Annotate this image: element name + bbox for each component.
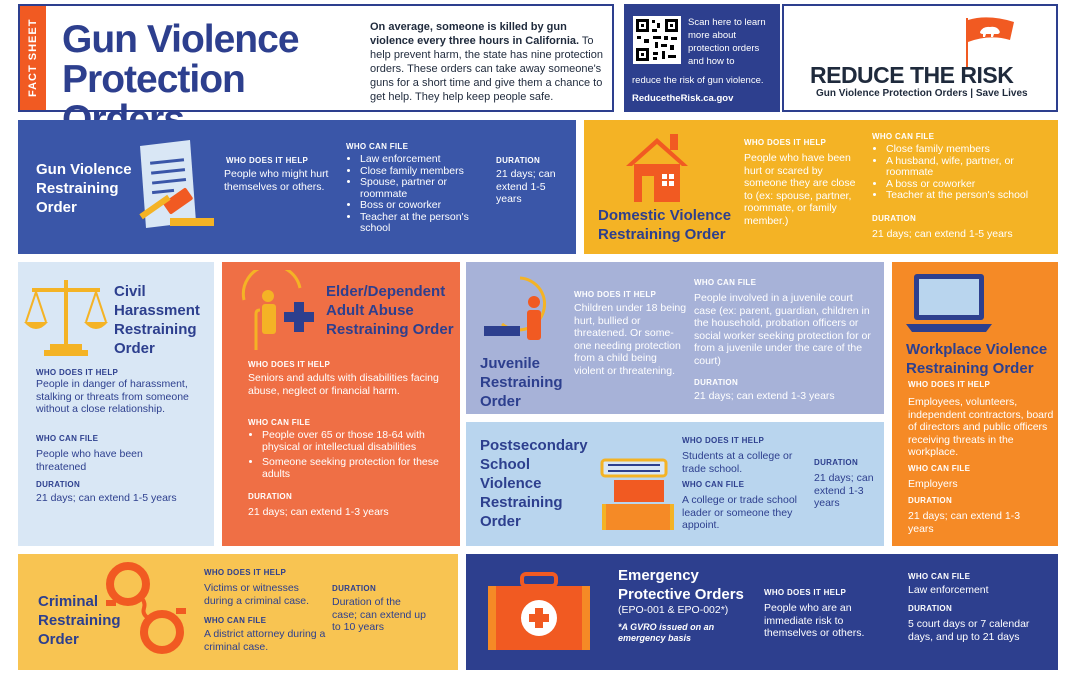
postsecondary-file-text: A college or trade school leader or someone they appoint. xyxy=(682,494,797,531)
workplace-file-text: Employers xyxy=(908,478,958,490)
gvro-duration-label: DURATION xyxy=(496,156,541,165)
list-item: • Someone seeking protection for these adults xyxy=(262,457,448,480)
juvenile-duration-text: 21 days; can extend 1-3 years xyxy=(694,390,835,402)
list-item: • Teacher at the person's school xyxy=(886,190,1048,202)
scan-text-2: reduce the risk of gun violence. xyxy=(632,75,764,86)
workplace-help-label: WHO DOES IT HELP xyxy=(908,380,991,389)
card-juvenile xyxy=(466,262,884,414)
criminal-duration-label: DURATION xyxy=(332,584,377,593)
gvro-file-label: WHO CAN FILE xyxy=(346,142,409,151)
gvro-help-label: WHO DOES IT HELP xyxy=(226,156,309,165)
list-item: • A husband, wife, partner, or roommate xyxy=(886,156,1048,179)
juvenile-title: Juvenile Restraining Order xyxy=(480,355,563,410)
dvro-title: Domestic Violence Restraining Order xyxy=(598,207,732,243)
intro-text xyxy=(370,20,606,104)
dvro-duration-text: 21 days; can extend 1-5 years xyxy=(872,228,1013,240)
gavel-document-icon xyxy=(130,138,222,236)
flag-bear-icon xyxy=(962,14,1018,68)
gvro-file-list xyxy=(346,154,482,235)
fact-sheet-tab xyxy=(20,6,46,110)
elder-help-label: WHO DOES IT HELP xyxy=(248,360,331,369)
workplace-title: Workplace Violence Restraining Order xyxy=(906,341,1048,377)
civil-help-label: WHO DOES IT HELP xyxy=(36,368,119,377)
emergency-note: *A GVRO issued on an emergency basis xyxy=(618,622,715,643)
intro-bold: On average, someone is killed by gun violence every three hours in California. xyxy=(370,21,580,47)
page-title-line2: Protection xyxy=(62,58,245,101)
postsecondary-help-text: Students at a college or trade school. xyxy=(682,450,793,475)
workplace-file-label: WHO CAN FILE xyxy=(908,464,971,473)
fact-sheet-label: FACT SHEET xyxy=(27,18,39,98)
gvro-help-text: People who might hurt themselves or others. xyxy=(224,168,329,193)
list-item: • Boss or coworker xyxy=(360,200,482,212)
card-postsecondary xyxy=(466,422,884,546)
site-url-link[interactable]: ReducetheRisk.ca.gov xyxy=(632,93,734,104)
emergency-duration-label: DURATION xyxy=(908,604,953,613)
intro-rest: To help prevent harm, the state has nine protection orders. These orders can take away someone's guns for a short time and give them a chance to get help. They help keep people safe. xyxy=(370,35,603,103)
emergency-duration-text: 5 court days or 7 calendar days, and up to 21 days xyxy=(908,618,1030,643)
elder-duration-label: DURATION xyxy=(248,492,293,501)
elder-help-text: Seniors and adults with disabilities facing abuse, neglect or financial harm. xyxy=(248,372,439,397)
juvenile-help-label: WHO DOES IT HELP xyxy=(574,290,657,299)
list-item: • Close family members xyxy=(886,144,1048,156)
postsecondary-duration-text: 21 days; can extend 1-3 years xyxy=(814,472,874,509)
workplace-duration-text: 21 days; can extend 1-3 years xyxy=(908,510,1021,535)
postsecondary-duration-label: DURATION xyxy=(814,458,859,467)
civil-file-text: People who have been threatened xyxy=(36,448,143,473)
brand-name: REDUCE THE RISK xyxy=(810,62,1014,88)
emergency-file-text: Law enforcement xyxy=(908,584,989,596)
list-item: • Law enforcement xyxy=(360,154,482,166)
elder-duration-text: 21 days; can extend 1-3 years xyxy=(248,506,389,518)
first-aid-kit-icon xyxy=(484,570,594,654)
emergency-help-label: WHO DOES IT HELP xyxy=(764,588,847,597)
juvenile-help-text: Children under 18 being hurt, bullied or threatened. Or some-one needing protection from a child being violent or threatening. xyxy=(574,302,687,377)
criminal-help-text: Victims or witnesses during a criminal case. xyxy=(204,582,310,607)
dvro-duration-label: DURATION xyxy=(872,214,917,223)
qr-panel xyxy=(624,4,780,112)
workplace-help-text: Employees, volunteers, independent contractors, board of directors and public officers receiving threats in the workplace. xyxy=(908,396,1054,458)
postsecondary-help-label: WHO DOES IT HELP xyxy=(682,436,765,445)
juvenile-file-label: WHO CAN FILE xyxy=(694,278,757,287)
dvro-file-label: WHO CAN FILE xyxy=(872,132,935,141)
list-item: • Teacher at the person's school xyxy=(360,212,482,235)
card-workplace xyxy=(892,262,1058,546)
dvro-help-text: People who have been hurt or scared by someone they are close to (ex: spouse, partner, roommate, or family member.) xyxy=(744,152,856,227)
list-item: • Spouse, partner or roommate xyxy=(360,177,482,200)
card-emergency xyxy=(466,554,1058,670)
civil-duration-text: 21 days; can extend 1-5 years xyxy=(36,492,177,504)
juvenile-file-text: People involved in a juvenile court case (ex: parent, guardian, children in the household, probation officers or social worker seeking protection for or from a juvenile under the care of the court) xyxy=(694,292,871,367)
laptop-icon xyxy=(904,268,994,338)
brand-tagline: Gun Violence Protection Orders | Save Lives xyxy=(816,88,1028,99)
card-civil xyxy=(18,262,214,546)
workplace-duration-label: DURATION xyxy=(908,496,953,505)
house-icon xyxy=(622,130,692,204)
criminal-title: Criminal Restraining Order xyxy=(38,593,121,648)
juvenile-icon xyxy=(480,274,560,344)
emergency-code: (EPO-001 & EPO-002*) xyxy=(618,604,729,616)
books-icon xyxy=(596,452,680,534)
card-criminal xyxy=(18,554,458,670)
brand-panel xyxy=(782,4,1058,112)
civil-file-label: WHO CAN FILE xyxy=(36,434,99,443)
page-title-line1: Gun Violence xyxy=(62,18,299,61)
gvro-duration-text: 21 days; can extend 1-5 years xyxy=(496,168,556,205)
criminal-duration-text: Duration of the case; can extend up to 10 years xyxy=(332,596,426,633)
list-item: • A boss or coworker xyxy=(886,179,1048,191)
card-elder xyxy=(222,262,460,546)
gvro-title: Gun Violence Restraining Order xyxy=(36,161,132,216)
elder-file-list xyxy=(248,430,448,480)
emergency-help-text: People who are an immediate risk to themselves or others. xyxy=(764,602,865,639)
elder-cross-icon xyxy=(234,270,320,354)
elder-title: Elder/Dependent Adult Abuse Restraining Order xyxy=(326,283,454,338)
card-gvro xyxy=(18,120,576,254)
criminal-file-label: WHO CAN FILE xyxy=(204,616,267,625)
elder-file-label: WHO CAN FILE xyxy=(248,418,311,427)
criminal-help-label: WHO DOES IT HELP xyxy=(204,568,287,577)
dvro-file-list xyxy=(872,144,1048,202)
emergency-file-label: WHO CAN FILE xyxy=(908,572,971,581)
civil-help-text: People in danger of harassment, stalking or threats from someone without a close relationship. xyxy=(36,378,189,415)
postsecondary-title: Postsecondary School Violence Restraining Order xyxy=(480,437,588,530)
postsecondary-file-label: WHO CAN FILE xyxy=(682,480,745,489)
scales-icon xyxy=(22,278,110,358)
criminal-file-text: A district attorney during a criminal case. xyxy=(204,628,326,653)
list-item: • People over 65 or those 18-64 with physical or intellectual disabilities xyxy=(262,430,448,453)
list-item: • Close family members xyxy=(360,166,482,178)
card-dvro xyxy=(584,120,1058,254)
scan-text: Scan here to learn more about protection orders and how to xyxy=(688,17,766,67)
juvenile-duration-label: DURATION xyxy=(694,378,739,387)
civil-duration-label: DURATION xyxy=(36,480,81,489)
civil-title: Civil Harassment Restraining Order xyxy=(114,283,200,357)
qr-code-icon[interactable] xyxy=(633,16,681,64)
emergency-title: Emergency Protective Orders xyxy=(618,567,744,603)
dvro-help-label: WHO DOES IT HELP xyxy=(744,138,827,147)
